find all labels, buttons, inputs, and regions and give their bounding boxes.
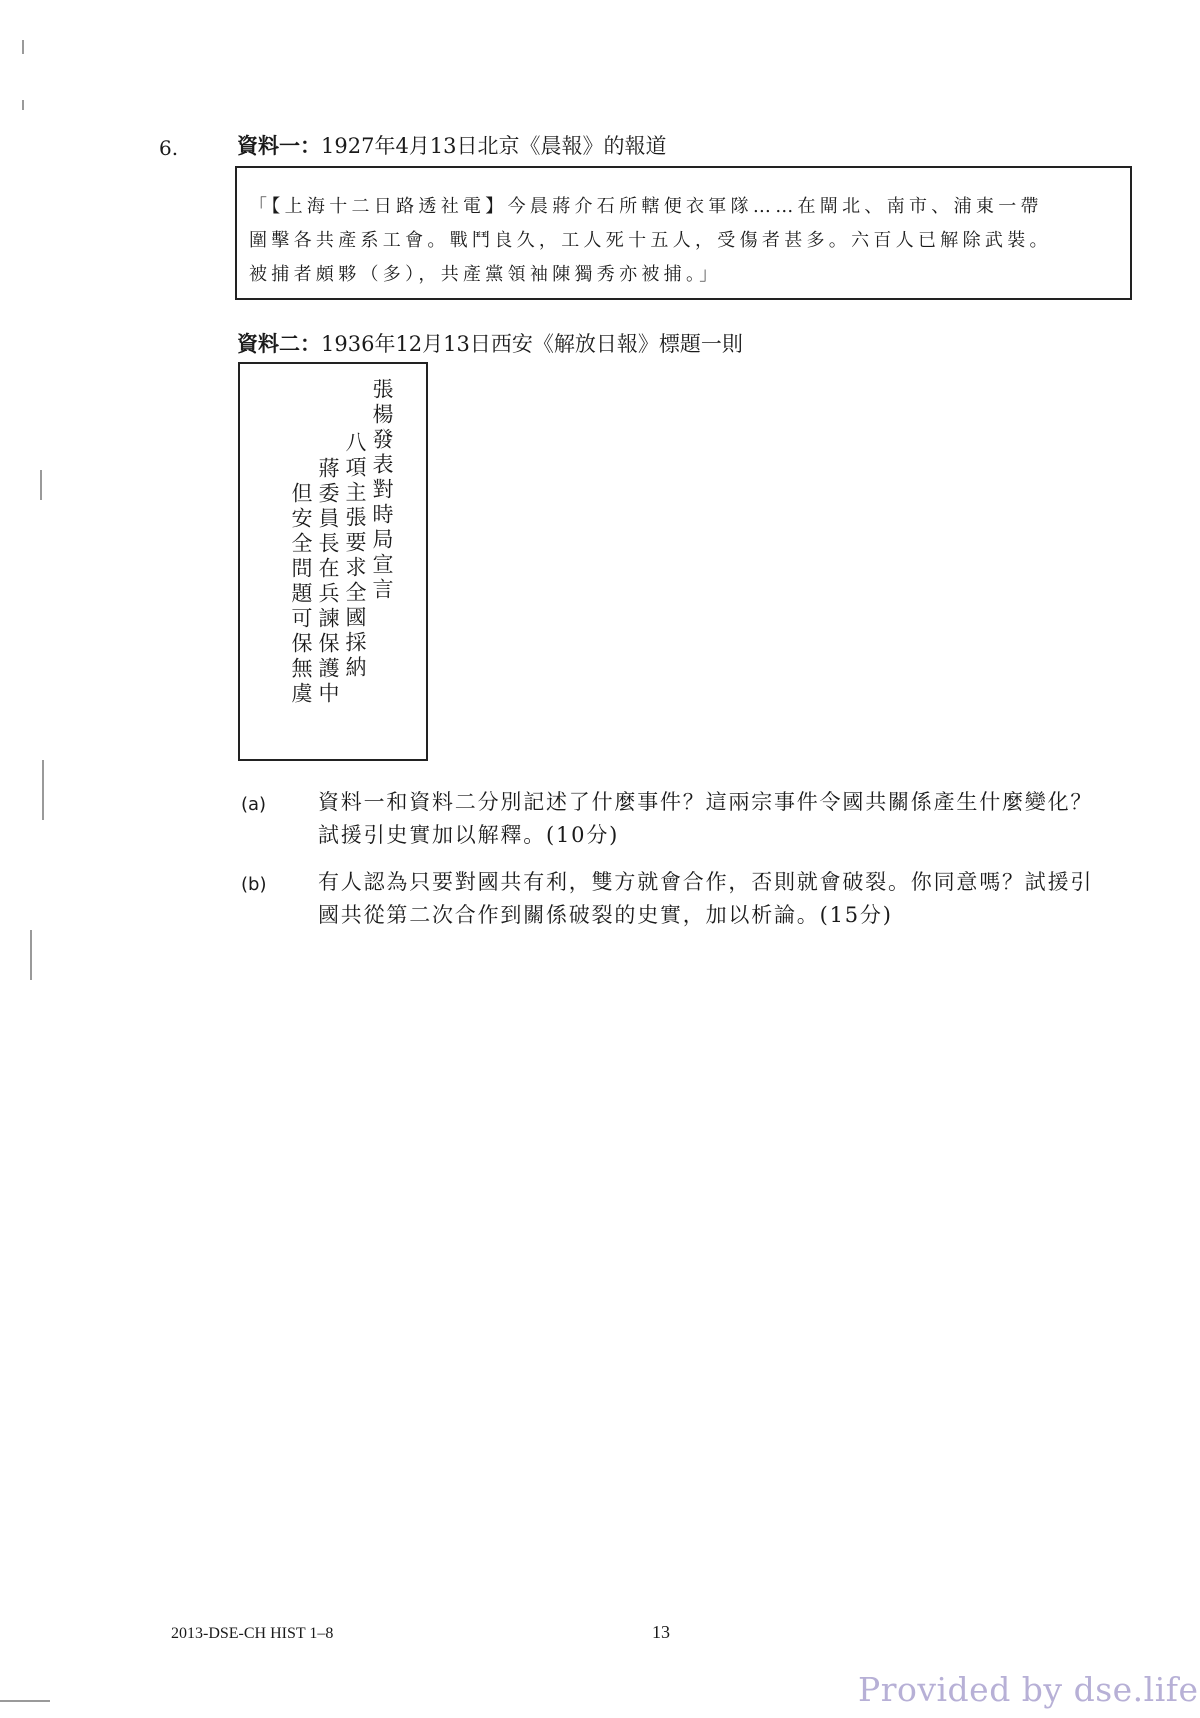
watermark-link[interactable]: Provided by dse.life	[858, 1670, 1199, 1709]
source2-headline-box	[238, 362, 428, 761]
source1-caption: 1927年4月13日北京《晨報》的報道	[321, 134, 667, 158]
source2-caption: 1936年12月13日西安《解放日報》標題一則	[321, 332, 743, 356]
source1-box	[235, 166, 1132, 300]
headline-column: 張楊發表對時局宣言	[370, 378, 394, 603]
part-a-question	[318, 786, 1093, 852]
part-a-line: 資料一和資料二分別記述了什麼事件？這兩宗事件令國共關係產生什麼變化？	[318, 790, 1094, 814]
part-a-label: (a)	[241, 794, 267, 815]
part-b-line: 有人認為只要對國共有利，雙方就會合作，否則就會破裂。你同意嗎？試援引	[318, 870, 1094, 894]
question-number: 6.	[159, 136, 179, 160]
headline-column: 八項主張要求全國採納	[343, 431, 367, 681]
part-b-label: (b)	[241, 874, 267, 895]
scan-speck	[30, 930, 32, 980]
scan-speck	[42, 760, 44, 820]
source1-line: 圍擊各共產系工會。戰鬥良久，工人死十五人，受傷者甚多。六百人已解除武裝。	[249, 230, 1052, 251]
scan-speck	[22, 40, 24, 54]
headline-column: 但安全問題可保無虞	[289, 482, 313, 707]
page-number: 13	[652, 1622, 670, 1642]
source2-heading	[237, 328, 743, 358]
source1-heading	[237, 130, 667, 160]
part-a-line: 試援引史實加以解釋。(10分)	[318, 823, 620, 847]
source1-line: 被捕者頗夥（多），共產黨領袖陳獨秀亦被捕。」	[249, 264, 722, 285]
paper-code: 2013-DSE-CH HIST 1–8	[171, 1625, 334, 1642]
scan-speck	[22, 100, 24, 110]
headline-column: 蔣委員長在兵諫保護中	[316, 457, 340, 707]
source1-line: 「【上海十二日路透社電】今晨蔣介石所轄便衣軍隊……在閘北、南市、浦東一帶	[249, 196, 1043, 217]
scan-speck	[40, 470, 42, 500]
part-b-question	[318, 866, 1093, 932]
scan-speck	[0, 1700, 50, 1702]
source2-label: 資料二：	[237, 331, 321, 356]
source1-label: 資料一：	[237, 133, 321, 158]
part-b-line: 國共從第二次合作到關係破裂的史實，加以析論。(15分)	[318, 903, 893, 927]
